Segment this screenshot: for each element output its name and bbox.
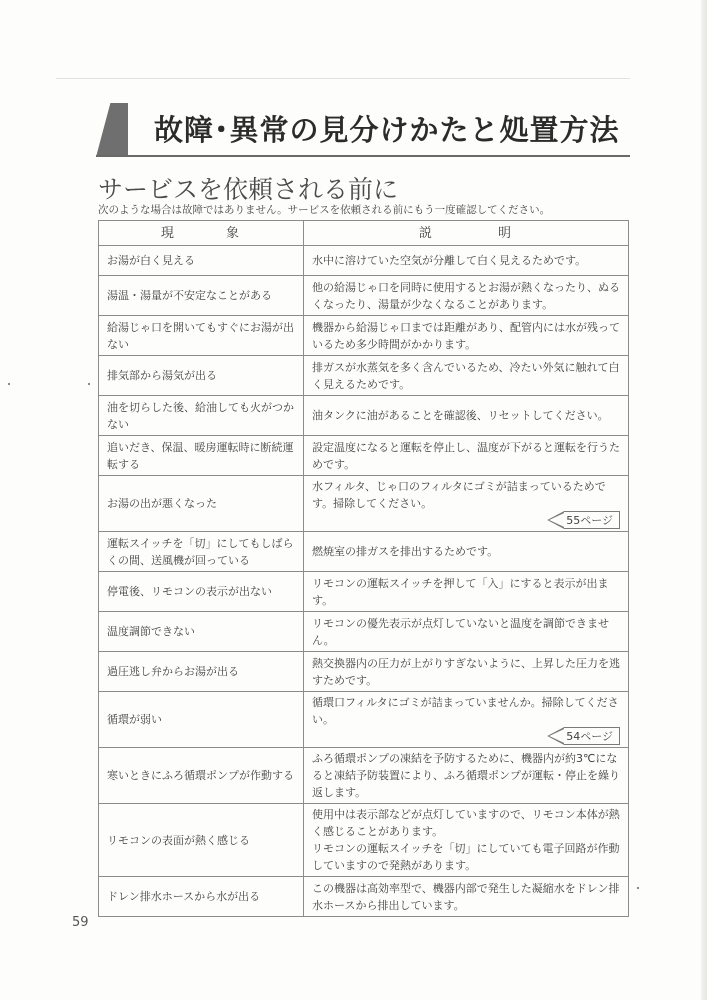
table-row — [99, 692, 629, 748]
explanation-text: 油タンクに油があることを確認後、リセットしてください。 — [312, 409, 609, 422]
explanation-text: 排ガスが水蒸気を多く含んでいるため、冷たい外気に触れて白く見えるためです。 — [312, 360, 620, 391]
explanation-cell — [304, 748, 629, 804]
symptom-cell: ドレン排水ホースから水が出る — [99, 877, 304, 917]
explanation-cell — [304, 692, 629, 748]
title-underline — [96, 155, 630, 157]
table-row — [99, 436, 629, 476]
table-row — [99, 356, 629, 396]
explanation-text: 設定温度になると運転を停止し、温度が下がると運転を行うためです。 — [312, 440, 620, 471]
symptom-cell: 給湯じゃ口を開いてもすぐにお湯が出ない — [99, 316, 304, 356]
troubleshooting-table — [98, 220, 629, 917]
page-reference-link[interactable]: 55ページ — [564, 511, 620, 529]
title-accent-bar — [96, 103, 128, 157]
explanation-cell — [304, 436, 629, 476]
symptom-cell: お湯の出が悪くなった — [99, 476, 304, 532]
symptom-cell: 停電後、リモコンの表示が出ない — [99, 572, 304, 612]
symptom-cell: リモコンの表面が熱く感じる — [99, 804, 304, 877]
scan-speck — [88, 383, 90, 385]
table-row — [99, 246, 629, 276]
explanation-cell — [304, 612, 629, 652]
table-row — [99, 877, 629, 917]
page-title: 故障･異常の見分けかたと処置方法 — [154, 113, 620, 147]
explanation-text: 使用中は表示部などが点灯していますので、リモコン本体が熱く感じることがあります。 — [312, 808, 620, 838]
explanation-text: ふろ循環ポンプの凍結を予防するために、機器内が約3℃になると凍結予防装置により、ふろ循環ポンプが運転・停止を繰り返します。 — [312, 752, 620, 799]
table-header-row — [99, 221, 629, 246]
explanation-cell — [304, 804, 629, 877]
explanation-text: 他の給湯じゃ口を同時に使用するとお湯が熱くなったり、ぬるくなったり、湯量が少なくなることがあります。 — [312, 280, 620, 311]
page-ref-wrap — [312, 511, 620, 529]
table-row — [99, 476, 629, 532]
table-row — [99, 396, 629, 436]
explanation-cell — [304, 572, 629, 612]
table-row — [99, 316, 629, 356]
explanation-cell — [304, 356, 629, 396]
scan-speck — [8, 383, 10, 385]
explanation-cell — [304, 276, 629, 316]
explanation-cell — [304, 476, 629, 532]
explanation-text: リモコンの運転スイッチを押して「入」にすると表示が出ます。 — [312, 576, 609, 607]
explanation-text: リモコンの優先表示が点灯していないと温度を調節できません。 — [312, 616, 609, 647]
top-rule — [56, 78, 630, 79]
symptom-cell: 寒いときにふろ循環ポンプが作動する — [99, 748, 304, 804]
header-symptom: 現 象 — [99, 221, 304, 246]
symptom-cell: 運転スイッチを「切」にしてもしばらくの間、送風機が回っている — [99, 532, 304, 572]
page-reference-link[interactable]: 54ページ — [564, 727, 620, 745]
explanation-cell — [304, 652, 629, 692]
explanation-text: 熱交換器内の圧力が上がりすぎないように、上昇した圧力を逃すためです。 — [312, 656, 620, 687]
explanation-text: 水中に溶けていた空気が分離して白く見えるためです。 — [312, 254, 587, 267]
symptom-cell: 排気部から湯気が出る — [99, 356, 304, 396]
scan-speck — [637, 887, 639, 889]
table-row — [99, 276, 629, 316]
table-row — [99, 748, 629, 804]
explanation-text: 機器から給湯じゃ口までは距離があり、配管内には水が残っているため多少時間がかかります。 — [312, 320, 620, 351]
symptom-cell: お湯が白く見える — [99, 246, 304, 276]
header-explanation: 説 明 — [304, 221, 629, 246]
explanation-text: 燃焼室の排ガスを排出するためです。 — [312, 545, 499, 558]
symptom-cell: 湯温・湯量が不安定なことがある — [99, 276, 304, 316]
symptom-cell: 追いだき、保温、暖房運転時に断続運転する — [99, 436, 304, 476]
symptom-cell: 油を切らした後、給油しても火がつかない — [99, 396, 304, 436]
explanation-text: この機器は高効率型で、機器内部で発生した凝縮水をドレン排水ホースから排出しています。 — [312, 881, 620, 912]
table-row — [99, 804, 629, 877]
page-ref-wrap — [312, 727, 620, 745]
page-number: 59 — [72, 915, 89, 930]
explanation-text: 循環口フィルタにゴミが詰まっていませんか。掃除してください。 — [312, 696, 619, 726]
table-row — [99, 612, 629, 652]
intro-text: 次のような場合は故障ではありません。サービスを依頼される前にもう一度確認してください。 — [98, 204, 551, 216]
page-edge — [701, 0, 707, 1000]
table-row — [99, 572, 629, 612]
symptom-cell: 過圧逃し弁からお湯が出る — [99, 652, 304, 692]
explanation-text-2: リモコンの運転スイッチを「切」にしていても電子回路が作動していますので発熱があります。 — [312, 842, 620, 872]
explanation-cell — [304, 532, 629, 572]
table-row — [99, 532, 629, 572]
explanation-cell — [304, 316, 629, 356]
symptom-cell: 温度調節できない — [99, 612, 304, 652]
explanation-cell — [304, 396, 629, 436]
section-subtitle: サービスを依頼される前に — [98, 175, 399, 204]
table-row — [99, 652, 629, 692]
symptom-cell: 循環が弱い — [99, 692, 304, 748]
explanation-text: 水フィルタ、じゃ口のフィルタにゴミが詰まっているためです。掃除してください。 — [312, 480, 606, 510]
explanation-cell — [304, 877, 629, 917]
explanation-cell — [304, 246, 629, 276]
